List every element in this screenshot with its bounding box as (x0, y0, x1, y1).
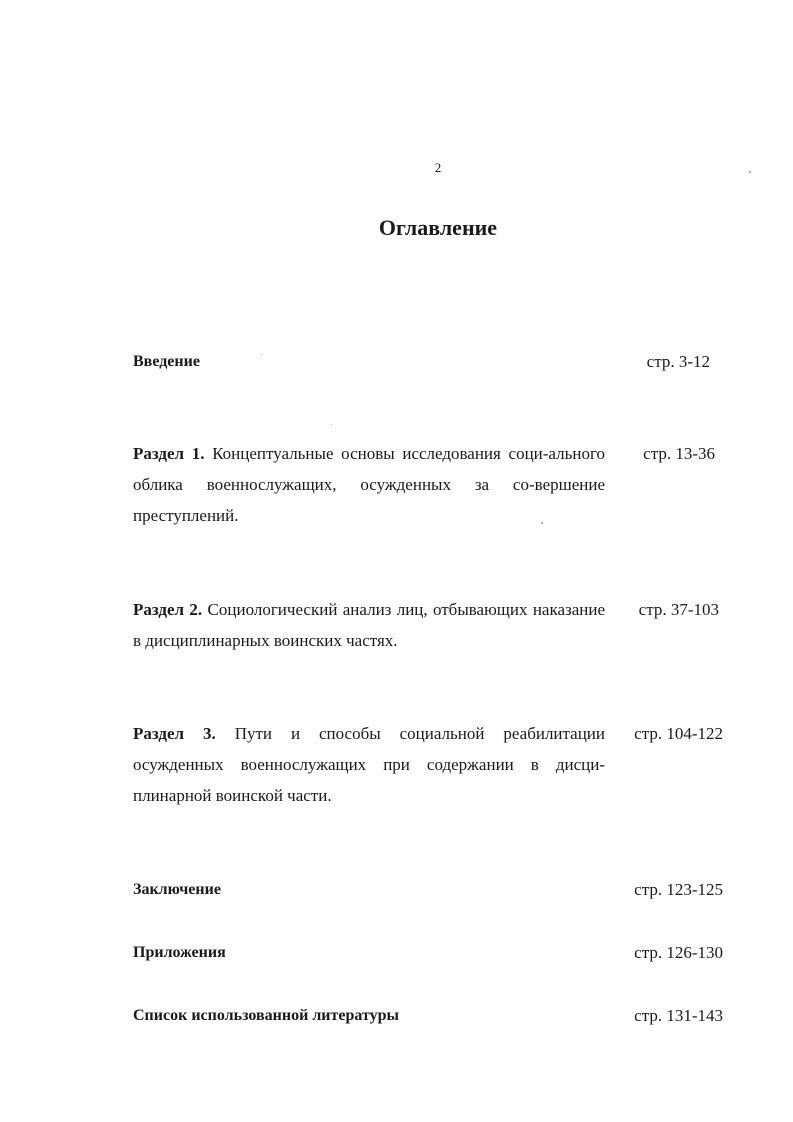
toc-entry-page: стр. 126-130 (634, 943, 723, 962)
toc-entry-page: стр. 37-103 (638, 600, 719, 619)
toc-entry-label: Заключение (133, 881, 221, 898)
toc-entry-page: стр. 13-36 (643, 444, 715, 463)
toc-entry-page: стр. 131-143 (634, 1006, 723, 1025)
toc-entry-text (133, 438, 605, 531)
toc-entry-page: стр. 123-125 (634, 880, 723, 899)
toc-entry-description: Социологический анализ лиц, отбывающих наказание в дисциплинарных воинских частях. (133, 600, 606, 650)
page-title: Оглавление (378, 215, 498, 240)
toc-entry-heading: Раздел 2. (133, 600, 203, 619)
page-number: 2 (434, 160, 442, 175)
scan-speck (541, 522, 543, 524)
toc-entry-page: стр. 3-12 (646, 352, 710, 371)
toc-entry-description: Концептуальные основы исследования соци-ального облика военнослужащих, осужденных за со-вершение преступлений. (133, 444, 606, 525)
scan-speck (331, 424, 332, 425)
toc-entry-label: Введение (133, 353, 200, 370)
toc-entry-label: Список использованной литературы (133, 1007, 399, 1024)
toc-entry-label: Приложения (133, 944, 226, 961)
toc-entry-description: Пути и способы социальной реабилитации осужденных военнослужащих при содержании в дисци-плинарной воинской части. (133, 724, 606, 805)
toc-entry-page: стр. 104-122 (634, 724, 723, 743)
toc-entry-heading: Раздел 3. (133, 724, 216, 743)
scan-speck (749, 171, 751, 173)
scan-speck (261, 354, 262, 355)
toc-entry-heading: Раздел 1. (133, 444, 205, 463)
toc-entry-text (133, 594, 605, 656)
toc-entry-text (133, 718, 605, 811)
